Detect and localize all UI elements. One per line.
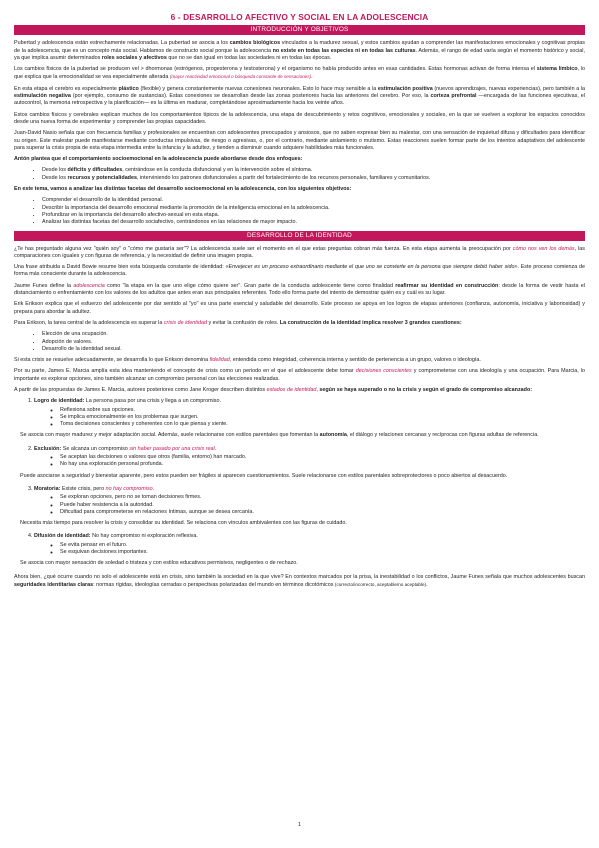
list-item: ◦ Reflexiona sobre sus opciones. xyxy=(60,407,585,414)
list-item: ◦ Se evita pensar en el futuro. xyxy=(60,542,585,549)
identity-state-item: 1. Logro de identidad: La persona pasa por una crisis y llega a un compromiso. ◦ Reflexiona sobre sus opciones. ◦ Se implica emocionalmente en los problemas que surgen. ◦ Toma decisiones conscientes y coherentes con lo que piensa y siente. xyxy=(34,398,585,428)
list-item: • Comprender el desarrollo de la identidad personal. xyxy=(42,197,585,204)
paragraph: ¿Te has preguntado alguna vez "quién soy" o "cómo me gustaría ser"? La adolescencia suele ser el momento en el que estas preguntas cobran más fuerza. En esta etapa aumenta la preocupación por cómo nos ven los demás, las comparaciones con iguales y con figuras de referencia, y la necesidad de definir una imagen propia. xyxy=(14,245,586,259)
paragraph: En esta etapa el cerebro es especialmente plástico (flexible) y genera constantemente nuevas conexiones neuronales. Esto lo hace muy sensible a la estimulación positiva (nuevos aprendizajes, nuevas experiencias), pero también a la estimulación negativa (por ejemplo, consumo de sustancias). Estas conexiones se desarrollan desde las zonas posteriores hacia las anteriores del cerebro. Por eso, la corteza prefrontal —encargada de las funciones ejecutivas, el autocontrol, la memoria retrospectiva y la planificación— es la última en madurar, completándose aproximadamente hacia los veinte años. xyxy=(14,85,586,107)
state-note: Se asocia con mayor madurez y mejor adaptación social. Además, suele relacionarse con estilos parentales que fomentan la autonomía, el diálogo y relaciones cercanas y recíprocas con figuras adultas de referencia. xyxy=(20,432,539,439)
identity-state-item: 3. Moratoria: Existe crisis, pero no hay compromiso. ◦ Se exploran opciones, pero no se toman decisiones firmes. ◦ Puede haber resistencia a la autoridad. ◦ Dificultad para comprometerse en relaciones íntimas, aunque se desea cercanía. xyxy=(34,486,585,516)
identity-states-list xyxy=(14,533,585,556)
paragraph: A partir de las propuestas de James E. Marcia, autores posteriores como Jane Kroger describen distintos estados de identidad, según se haya superado o no la crisis y según el grado de compromiso alcanzado: xyxy=(14,386,533,393)
identity-state-item: 2. Exclusión: Se alcanza un compromiso sin haber pasado por una crisis real. ◦ Se aceptan las decisiones o valores que otros (familia, entorno) han marcado. ◦ No hay una exploración personal profunda. xyxy=(34,446,585,469)
paragraph: Jaume Funes define la adolescencia como "la etapa en la que uno elige cómo quiere ser". Gran parte de la conducta adolescente tiene como finalidad reafirmar su identidad en construcción: desde la forma de vestir hasta el distanciamiento o enfrentamiento con los valores de los adultos que antes eran sus principales referentes. Todo ello forma parte del intento de demostrar quién es y cuál es su lugar. xyxy=(14,282,585,297)
list-item: • Describir la importancia del desarrollo emocional mediante la promoción de la inteligencia emocional en la adolescencia. xyxy=(42,205,585,212)
list-item: • Profundizar en la importancia del desarrollo afectivo-sexual en esta etapa. xyxy=(42,212,585,219)
state-note: Se asocia con mayor sensación de soledad o tristeza y con estilos educativos permisivos, negligentes o de rechazo. xyxy=(20,560,298,567)
identity-states-list xyxy=(14,398,585,428)
list-item: • Elección de una ocupación. xyxy=(42,331,585,338)
document-title: 6 - DESARROLLO AFECTIVO Y SOCIAL EN LA ADOLESCENCIA xyxy=(170,12,429,22)
list-item: ◦ No hay una exploración personal profunda. xyxy=(60,461,585,468)
document-page xyxy=(14,0,585,589)
section-banner-intro: INTRODUCCIÓN Y OBJETIVOS xyxy=(14,25,585,35)
paragraph: Estos cambios físicos y cerebrales explican muchos de los comportamientos típicos de la adolescencia, una etapa de descubrimiento y retos cognitivos, emocionales y sociales, en la que se vuelven a explorar los espacios conocidos desde una nueva forma de experimentar y comprender las propias capacidades. xyxy=(14,111,585,125)
list-item: • Desde los déficits y dificultades, centrándose en la conducta disfuncional y en la intervención sobre el síntoma. xyxy=(42,167,585,174)
paragraph-heading: En este tema, vamos a analizar las distintas facetas del desarrollo socioemocional en la adolescencia, con los siguientes objetivos: xyxy=(14,186,352,193)
sub-list xyxy=(34,407,585,429)
paragraph: Una frase atribuida a David Bowie resume bien esta búsqueda constante de identidad: «Envejecer es un proceso extraordinario mediante el que uno se convierte en la persona que siempre debió haber sido». Este proceso comienza de forma más consciente durante la adolescencia. xyxy=(14,264,585,278)
list-item: • Adopción de valores. xyxy=(42,339,585,346)
paragraph: Ahora bien, ¿qué ocurre cuando no solo el adolescente está en crisis, sino también la sociedad en la que vive? En contextos marcados por la prisa, la inestabilidad o los conflictos, Jaume Funes señala que muchos adolescentes buscan seguridades identitarias claras: normas rígidas, ideologías cerradas o perspectivas polarizadas del mundo en términos dicotómicos (correcto/incorrecto, aceptable/no aceptable). xyxy=(14,573,585,588)
list-item: • Analizar las distintas facetas del desarrollo sociafectivo, centrándonos en las relaciones de mayor impacto. xyxy=(42,219,585,226)
paragraph: Para Erikson, la tarea central de la adolescencia es superar la crisis de identidad y evitar la confusión de roles. La construcción de la identidad implica resolver 3 grandes cuestiones: xyxy=(14,319,462,326)
paragraph: Si esta crisis se resuelve adecuadamente, se desarrolla lo que Erikson denomina fidelidad, entendida como integridad, coherencia interna y sentido de pertenencia a un grupo, valores o ideología. xyxy=(14,357,481,364)
sub-list xyxy=(34,454,585,469)
sub-list xyxy=(34,542,585,557)
paragraph: Por su parte, James E. Marcia amplía esta idea manteniendo el concepto de crisis como un periodo en el que el adolescente debe tomar decisiones conscientes y comprometerse con una ideología y una ocupación. Para Marcia, lo importante es explorar opciones, sino también alcanzar un compromiso personal con las elecciones realizadas. xyxy=(14,368,586,382)
paragraph: Los cambios físicos de la pubertad se producen vel > dhormonas (estrógenos, progesterona y testosterona) y el organismo no había producido antes en esas cantidades. Estas hormonas activan de forma intensa el sistema límbico, lo que explica que la emocionalidad se vea especialmente alterada (mayor reactividad emocional o búsqueda constante de sensaciones). xyxy=(14,66,585,81)
paragraph: Erik Erikson explica que el esfuerzo del adolescente por dar sentido al "yo" es una parte esencial y saludable del desarrollo. Este proceso se apoya en los logros de etapas anteriores (confianza, autonomía, iniciativa y laboriosidad) y prepara para abordar la adultez. xyxy=(14,301,585,315)
identity-states-list xyxy=(14,446,585,469)
list-item: ◦ Se esquivan decisiones importantes. xyxy=(60,549,585,556)
list-item: ◦ Se implica emocionalmente en los problemas que surgen. xyxy=(60,414,585,421)
sub-list xyxy=(34,494,585,516)
list-item: ◦ Toma decisiones conscientes y coherentes con lo que piensa y siente. xyxy=(60,421,585,428)
identity-states-list xyxy=(14,486,585,516)
paragraph-heading: Antón plantea que el comportamiento socioemocional en la adolescencia puede abordarse desde dos enfoques: xyxy=(14,156,303,163)
paragraph: Juan-David Nasio señala que con frecuencia familias y profesionales se encuentran con adolescentes preocupados y ansiosos, que no saben expresar bien su malestar, con una sensación de inquietud difusa y dificultades para identificar su origen. Este malestar puede manifestarse mediante conductas impulsivas, de riesgo o agresivas, o, por el contrario, mediante aislamiento o mutismo. Estas reacciones suelen formar parte de los intentos adaptativos del adolescente para superar la crisis propia de esta etapa intermedia entre la infancia y la adultez, y tienden a disminuir cuando adquiere habilidades más funcionales. xyxy=(14,130,585,151)
list-item: ◦ Se aceptan las decisiones o valores que otros (familia, entorno) han marcado. xyxy=(60,454,585,461)
page-number: 1 xyxy=(298,822,301,828)
state-note: Puede asociarse a seguridad y bienestar aparente, pero estos pueden ser frágiles si aparecen cuestionamientos. Suele relacionarse con estilos parentales sobreprotectores o poco abiertos al desacuerdo. xyxy=(20,472,508,479)
list-item: ◦ Dificultad para comprometerse en relaciones íntimas, aunque se desea cercanía. xyxy=(60,509,585,516)
list-item: • Desarrollo de la identidad sexual. xyxy=(42,346,585,353)
list-item: • Desde los recursos y potencialidades, interviniendo los patrones disfuncionales a partir del fortalecimiento de los recursos personales, familiares y comunitarios. xyxy=(42,175,585,182)
approach-list xyxy=(14,167,585,182)
identity-state-item: 4. Difusión de identidad: No hay compromiso ni exploración reflexiva. ◦ Se evita pensar en el futuro. ◦ Se esquivan decisiones importantes. xyxy=(34,533,585,556)
identity-questions-list xyxy=(14,331,585,353)
list-item: ◦ Se exploran opciones, pero no se toman decisiones firmes. xyxy=(60,494,585,501)
list-item: ◦ Puede haber resistencia a la autoridad. xyxy=(60,502,585,509)
state-note: Necesita más tiempo para resolver la crisis y consolidar su identidad. Se relaciona con vínculos ambivalentes con las figuras de cuidado. xyxy=(20,520,347,527)
paragraph: Pubertad y adolescencia están estrechamente relacionadas. La pubertad se asocia a los cambios biológicos vinculados a la madurez sexual, y estos cambios ayudan a comprender las manifestaciones emocionales y cognitivas propias de la adolescencia, que es un concepto más social. Hablamos de constructo social porque la adolescencia no existe en todas las especies ni en todas las culturas. Además, el rango de edad varía según el momento histórico y social, ya que implica asumir determinados roles sociales y afectivos que no se dan igual en todas las sociedades ni en todas las épocas. xyxy=(14,40,585,61)
section-banner-identity: DESARROLLO DE LA IDENTIDAD xyxy=(14,231,585,241)
objectives-list xyxy=(14,197,585,226)
